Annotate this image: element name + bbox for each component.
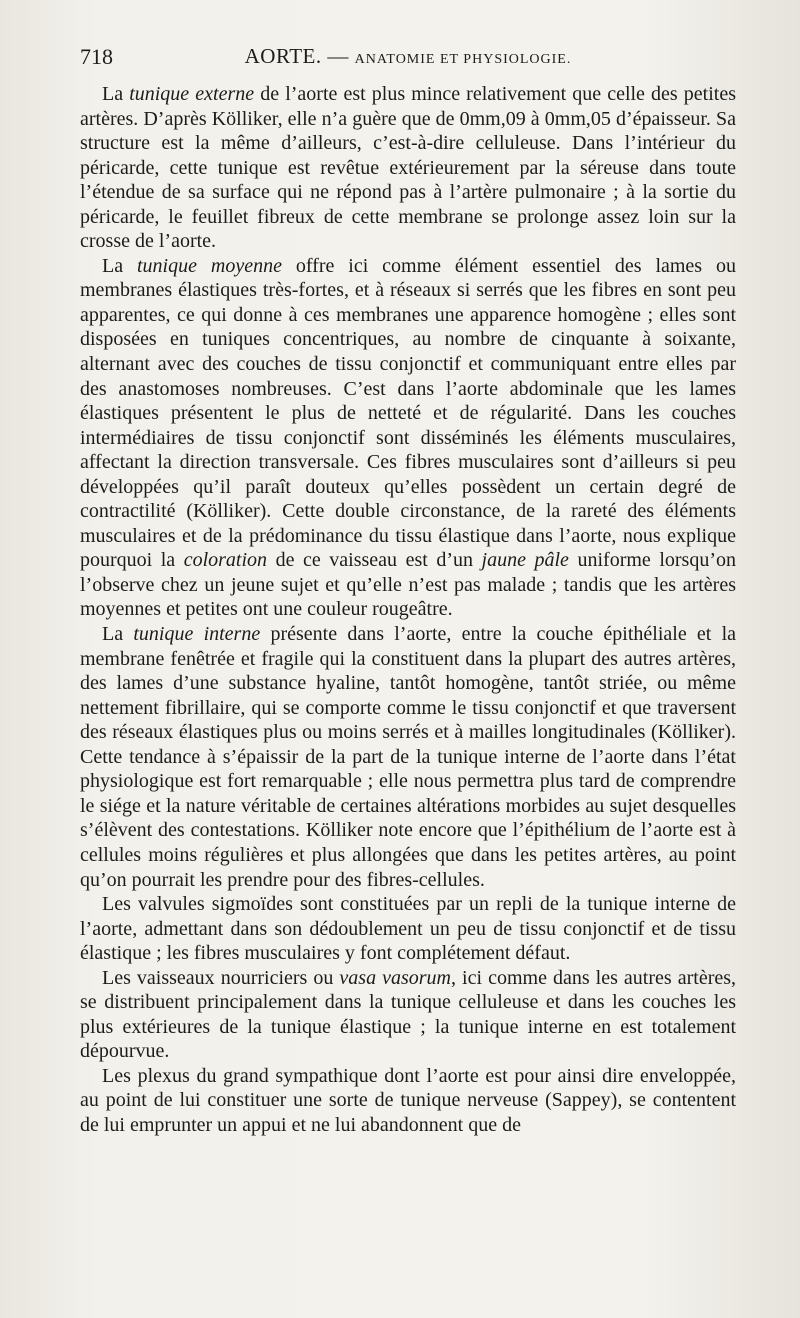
text-run: uniforme lorsqu’on l’observe chez un jeune sujet et qu’elle n’est pas malade ; tandis que les artères moyennes et petites ont une couleur rougeâtre. — [80, 549, 736, 621]
page-header — [80, 44, 736, 74]
paragraph — [80, 892, 736, 966]
text-run: de l’aorte est plus mince relativement que celle des petites artères. D’après Kölliker, elle n’a guère que de 0mm,09 à 0mm,05 d’épaisseur. Sa structure est la même d’ailleurs, c’est-à-dire celluleuse. Dans l’intérieur du péricarde, cette tunique est revêtue extérieurement par la séreuse dans toute l’étendue de sa surface qui ne répond pas à l’artère pulmonaire ; à la sortie du péricarde, le feuillet fibreux de cette membrane se prolonge assez loin sur la crosse de l’aorte. — [80, 83, 736, 253]
body-text — [80, 82, 736, 1138]
italic-term: vasa vasorum — [339, 966, 452, 989]
italic-term: coloration — [183, 549, 268, 572]
paragraph — [80, 622, 736, 892]
running-head-dash: — — [327, 44, 349, 68]
text-run: offre ici comme élément essentiel des lames ou membranes élastiques très-fortes, et à réseaux si serrés que les fibres en sont peu apparentes, ce qui donne à ces membranes une apparence homogène ; elles sont disposées en tuniques concentriques, au nombre de cinquante à soixante, alternant avec des couches de tissu conjonctif et communiquant entre elles par des anastomoses nombreuses. C’est dans l’aorte abdominale que les lames élastiques présentent le plus de netteté et de régularité. Dans les couches intermédiaires de tissu conjonctif sont disséminés les éléments musculaires, affectant la direction transversale. Ces fibres musculaires sont d’ailleurs si peu développées qu’il paraît douteux qu’elles possèdent un certain degré de contractilité (Kölliker). Cette double circonstance, de la rareté des éléments musculaires et de la prédominance du tissu élastique dans l’aorte, nous explique pourquoi la — [80, 254, 736, 572]
text-run: La — [102, 623, 134, 646]
running-head-subtitle: ANATOMIE ET PHYSIOLOGIE. — [354, 52, 572, 67]
paragraph — [80, 966, 736, 1064]
text-run: La — [102, 254, 137, 277]
italic-term: tunique moyenne — [137, 254, 282, 277]
text-run: Les valvules sigmoïdes sont constituées par un repli de la tunique interne de l’aorte, admettant dans son dédoublement un peu de tissu conjonctif et de tissu élastique ; les fibres musculaires y font complétement défaut. — [80, 893, 736, 965]
text-run: de ce vaisseau est d’un — [267, 549, 482, 572]
paragraph — [80, 82, 736, 254]
running-head-title: AORTE. — [244, 44, 322, 68]
page-number: 718 — [80, 44, 113, 69]
running-head — [80, 44, 736, 69]
paragraph — [80, 1064, 736, 1138]
text-run: Les plexus du grand sympathique dont l’aorte est pour ainsi dire enveloppée, au point de lui constituer une sorte de tunique nerveuse (Sappey), se contentent de lui emprunter un appui et ne lui abandonnent que de — [80, 1064, 736, 1136]
italic-term: jaune pâle — [481, 549, 569, 572]
paragraph — [80, 254, 736, 622]
text-run: Les vaisseaux nourriciers ou — [102, 966, 340, 989]
text-run: présente dans l’aorte, entre la couche épithéliale et la membrane fenêtrée et fragile qui la constituent dans la plupart des autres artères, des lames d’une substance hyaline, tantôt homogène, tantôt striée, ou même nettement fibrillaire, qui se comporte comme le tissu conjonctif et que traversent des réseaux élastiques plus ou moins serrés et à mailles longitudinales (Kölliker). Cette tendance à s’épaissir de la part de la tunique interne de l’aorte dans l’état physiologique est fort remarquable ; elle nous permettra plus tard de comprendre le siége et la nature véritable de certaines altérations morbides au sujet desquelles s’élèvent des contestations. Kölliker note encore que l’épithélium de l’aorte est à cellules moins régulières et plus allongées que dans les petites artères, au point qu’on pourrait les prendre pour des fibres-cellules. — [80, 623, 737, 891]
text-run: , ici comme dans les autres artères, se distribuent principalement dans la tunique celluleuse et dans les couches les plus extérieures de la tunique élastique ; la tunique interne en est totalement dépourvue. — [80, 966, 737, 1063]
italic-term: tunique interne — [133, 623, 261, 646]
italic-term: tunique externe — [129, 83, 255, 105]
text-run: La — [102, 83, 130, 105]
